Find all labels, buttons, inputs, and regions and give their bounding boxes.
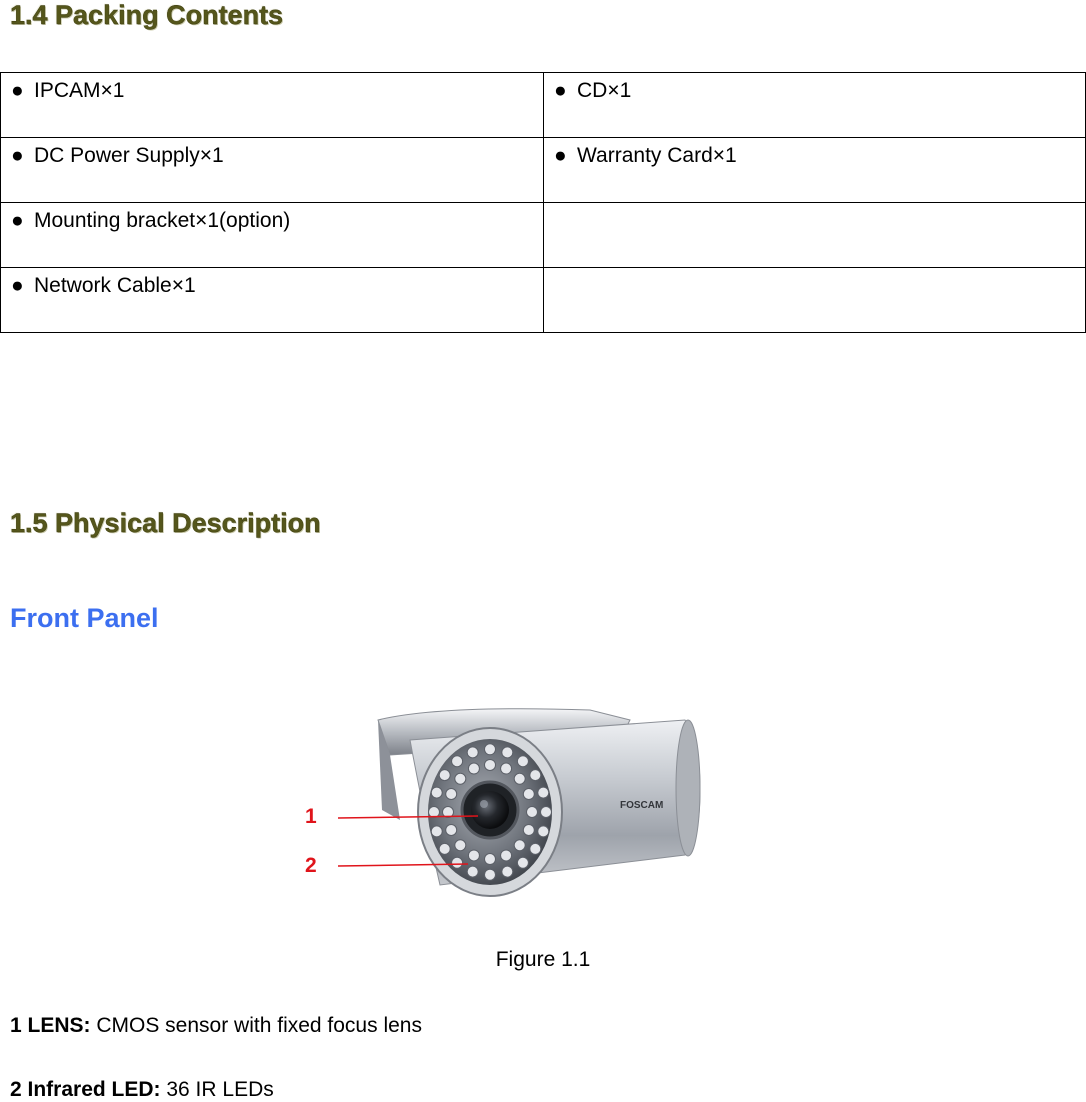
ir-led — [467, 747, 478, 758]
ir-led — [468, 850, 479, 861]
description-label: 1 LENS: — [10, 1014, 91, 1037]
ir-led — [431, 826, 442, 837]
bullet-icon: ● — [11, 274, 24, 297]
item-label: Network Cable×1 — [34, 274, 196, 297]
ir-led — [446, 788, 457, 799]
ir-led — [514, 773, 525, 784]
ir-led — [439, 843, 450, 854]
table-cell-empty — [544, 268, 1086, 333]
bullet-icon: ● — [11, 209, 24, 232]
camera-figure — [290, 680, 710, 910]
front-panel-heading: Front Panel — [10, 603, 159, 633]
ir-led — [446, 825, 457, 836]
ir-led — [468, 763, 479, 774]
ir-led — [538, 787, 549, 798]
ir-led — [538, 826, 549, 837]
ir-led — [455, 773, 466, 784]
ir-led — [452, 857, 463, 868]
bullet-icon: ● — [11, 144, 24, 167]
ir-led — [431, 787, 442, 798]
table-cell — [1, 268, 544, 333]
packing-contents-table — [0, 72, 1086, 333]
table-row — [1, 268, 1086, 333]
ir-led — [517, 857, 528, 868]
bullet-icon: ● — [554, 144, 567, 167]
bullet-icon: ● — [11, 79, 24, 102]
bullet-icon: ● — [554, 79, 567, 102]
ir-led — [523, 825, 534, 836]
ir-led — [485, 744, 496, 755]
description-text: 36 IR LEDs — [160, 1078, 274, 1101]
ir-led — [541, 807, 552, 818]
ir-led — [502, 747, 513, 758]
table-cell — [1, 203, 544, 268]
item-label: IPCAM×1 — [34, 79, 125, 102]
callout-number-1: 1 — [305, 805, 317, 828]
ir-led — [514, 840, 525, 851]
ir-led — [527, 807, 538, 818]
ir-led — [501, 850, 512, 861]
ir-led — [501, 763, 512, 774]
table-cell-empty — [544, 203, 1086, 268]
table-cell — [544, 138, 1086, 203]
description-label: 2 Infrared LED: — [10, 1078, 161, 1101]
description-item-lens — [10, 1014, 422, 1038]
section-heading-packing-contents: 1.4 Packing Contents — [10, 0, 284, 30]
section-heading-physical-description: 1.5 Physical Description — [10, 508, 321, 538]
table-row — [1, 73, 1086, 138]
table-cell — [1, 73, 544, 138]
item-label: Mounting bracket×1(option) — [34, 209, 291, 232]
ir-led — [530, 770, 541, 781]
description-item-infrared-led — [10, 1078, 274, 1102]
brand-logo: FOSCAM — [620, 800, 664, 811]
ir-led — [502, 866, 513, 877]
figure-caption: Figure 1.1 — [495, 948, 591, 971]
lens — [462, 782, 518, 838]
ir-led — [439, 770, 450, 781]
item-label: Warranty Card×1 — [577, 144, 737, 167]
table-cell — [544, 73, 1086, 138]
ir-led — [485, 869, 496, 880]
table-row — [1, 203, 1086, 268]
description-text: CMOS sensor with fixed focus lens — [90, 1014, 422, 1037]
ir-led — [485, 854, 496, 865]
ir-led — [455, 840, 466, 851]
table-cell — [1, 138, 544, 203]
callout-number-2: 2 — [305, 854, 317, 877]
ir-led — [517, 756, 528, 767]
item-label: DC Power Supply×1 — [34, 144, 224, 167]
ir-led — [452, 756, 463, 767]
table-row — [1, 138, 1086, 203]
item-label: CD×1 — [577, 79, 632, 102]
ir-led — [530, 843, 541, 854]
ir-led — [485, 759, 496, 770]
ir-led — [523, 788, 534, 799]
ir-led — [467, 866, 478, 877]
